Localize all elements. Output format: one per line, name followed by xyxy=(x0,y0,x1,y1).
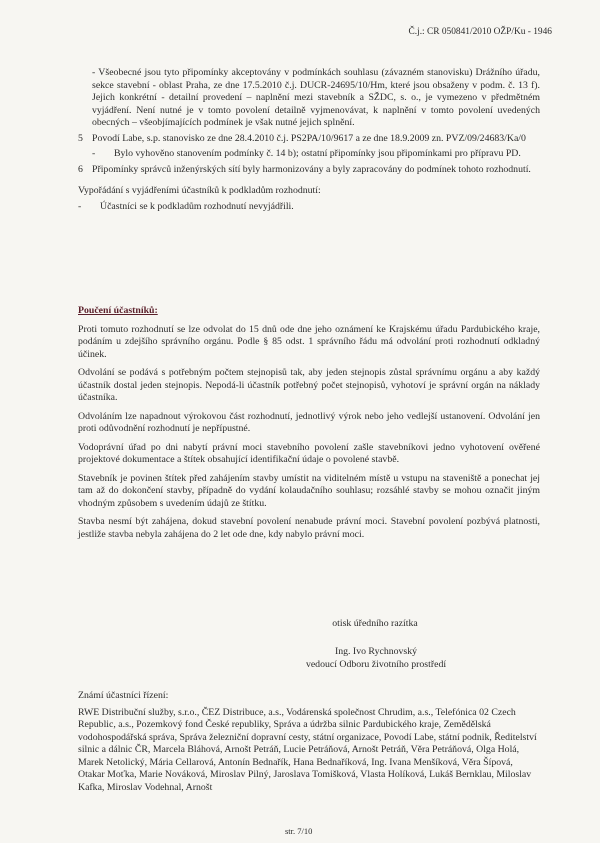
instruction-paragraph: Vodoprávní úřad po dni nabytí právní moci stavebního povolení zašle stavebníkovi jedno vyhotovení ověřené projektové dokumentace a štítek obsahující identifikační údaje o povolené stavbě. xyxy=(78,441,540,466)
signatory-title: vedoucí Odboru životního prostředí xyxy=(305,659,447,670)
instruction-paragraph: Odvolání se podává s potřebným počtem stejnopisů tak, aby jeden stejnopis zůstal správnímu orgánu a aby každý účastník dostal jeden stejnopis. Nepodá-li účastník potřebný počet stejnopisů, vyhotoví je správní orgán na náklady účastníka. xyxy=(78,367,540,404)
dash-bullet: - xyxy=(78,200,82,212)
list-item-5 xyxy=(78,133,540,146)
signatory-name: Ing. Ivo Rychnovský xyxy=(334,646,418,657)
participants-label: Známí účastníci řízení: xyxy=(78,690,169,701)
participants-list: RWE Distribuční služby, s.r.o., ČEZ Distribuce, a.s., Vodárenská společnost Chrudim, a.s., Telefónica 02 Czech Republic, a.s., Pozemkový fond České republiky, Správa a údržba silnic Pardubického kraje, Zemědělská vodohospodářská správa, Správa železniční dopravní cesty, státní organizace, Povodí Labe, státní podnik, Ředitelství silnic a dálnic ČR, Marcela Bláhová, Arnošt Petráň, Lucie Petráňová, Arnošt Petráň, Věra Petráňová, Olga Holá, Marek Netolický, Mária Cellarová, Antonín Bednařík, Hana Bednaříková, Ing. Ivana Menšíková, Věra Šípová, Otakar Moťka, Marie Nováková, Miroslav Pilný, Jaroslava Tomišková, Vlasta Holíková, Lukáš Bernklau, Miloslav Kafka, Miroslav Vodehnal, Arnošt xyxy=(78,706,537,793)
paragraph-railway-comments: - Všeobecné jsou tyto připomínky akceptovány v podmínkách souhlasu (závazném stanovisku) Drážního úřadu, sekce stavební - oblast Praha, ze dne 17.5.2010 č.j. DUCR-24695/10/Hm, které jsou obsaženy v podm. č. 13 f). Jejich konkrétní - detailní provedení – naplnění mezi stavebník a SŽDC, s. o., je vymezeno v předmětném vyjádření. Není nutné je v tomto povolení detailně vyjmenovávat, k naplnění v tomto povolení uvedených obecných – všeobjímajících podmínek je však nutné jejich splnění. xyxy=(92,67,540,129)
stamp-note: otisk úředního razítka xyxy=(332,618,418,629)
settlement-item xyxy=(78,201,540,214)
dash-bullet: - xyxy=(92,148,96,160)
list-subitem-5 xyxy=(78,148,540,161)
item-number: 5 xyxy=(78,132,83,144)
settlement-text: Účastníci se k podkladům rozhodnutí nevyjádřili. xyxy=(100,200,294,212)
instruction-paragraph: Proti tomuto rozhodnutí se lze odvolat do 15 dnů ode dne jeho oznámení ke Krajskému úřadu Pardubického kraje, podáním u zdejšího správního orgánu. Podle § 85 odst. 1 správního řádu má odvolání proti rozhodnutí odkladný účinek. xyxy=(78,323,540,360)
reference-number: Č.j.: CR 050841/2010 OŽP/Ku - 1946 xyxy=(408,27,552,37)
instructions-section xyxy=(78,305,540,542)
item-text: Připomínky správců inženýrských sítí byly harmonizovány a byly zapracovány do podmínek tohoto rozhodnutí. xyxy=(92,163,531,175)
page-number: str. 7/10 xyxy=(285,826,313,836)
participants-section xyxy=(78,690,540,794)
conditions-section xyxy=(78,67,540,213)
settlement-intro: Vypořádání s vyjádřeními účastníků k podkladům rozhodnutí: xyxy=(78,185,321,197)
item-number: 6 xyxy=(78,163,83,175)
list-item-6 xyxy=(78,164,540,177)
instructions-heading: Poučení účastníků: xyxy=(78,305,158,316)
instruction-paragraph: Odvoláním lze napadnout výrokovou část rozhodnutí, jednotlivý výrok nebo jeho vedlejší ustanovení. Odvolání jen proti odůvodnění rozhodnutí je nepřípustné. xyxy=(78,410,540,435)
instruction-paragraph: Stavebník je povinen štítek před zahájením stavby umístit na viditelném místě u vstupu na staveniště a ponechat jej tam až do dokončení stavby, případně do vydání kolaudačního souhlasu; rozsáhlé stavby se mohou označit jiným vhodným způsobem s uvedením údajů ze štítku. xyxy=(78,472,540,509)
item-text: Povodí Labe, s.p. stanovisko ze dne 28.4.2010 č.j. PS2PA/10/9617 a ze dne 18.9.2009 zn. PVZ/09/24683/Ka/0 xyxy=(92,132,526,144)
instruction-paragraph: Stavba nesmí být zahájena, dokud stavební povolení nenabude právní moci. Stavební povolení pozbývá platnosti, jestliže stavba nebyla zahájena do 2 let ode dne, kdy nabylo právní moci. xyxy=(78,516,540,540)
subitem-text: Bylo vyhověno stanovením podmínky č. 14 b); ostatní připomínky jsou připomínkami pro přípravu PD. xyxy=(114,148,521,160)
